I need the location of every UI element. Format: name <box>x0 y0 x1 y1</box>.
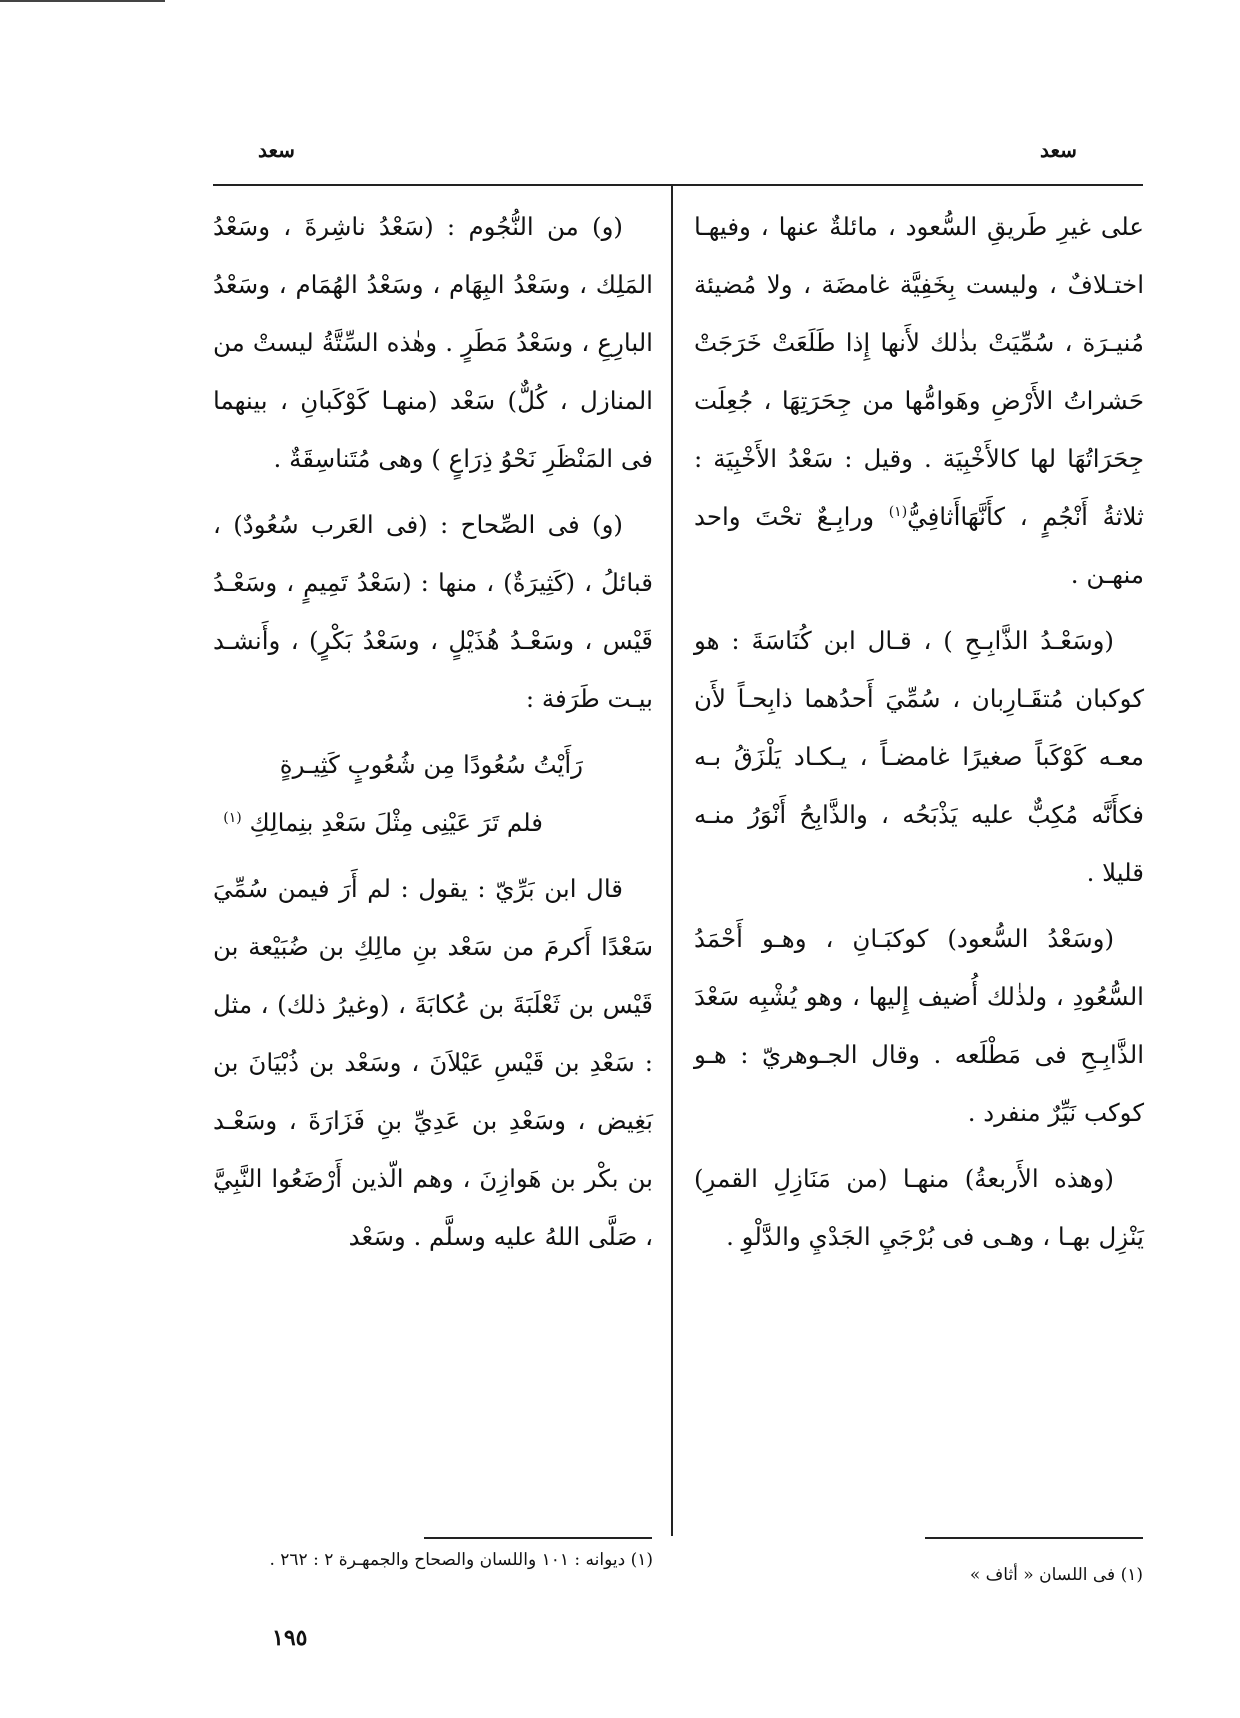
paragraph-right-2: (وسَعْـدُ الذَّابِـحِ ) ، قـال ابن كُنَاسَةَ : هو كوكبان مُتقَـارِبان ، سُمِّيَ أَحدُهما ذابِحـاً لأَن معـه كَوْكَباً صغيرًا غامضـاً ، يـكـاد يَلْزَقُ بـه فكأَنَّه مُكِبٌّ عليه يَذْبَحُه ، والذَّابِحُ أَنْوَرُ منـه قليلا . <box>694 626 1144 887</box>
footnote-left: (١) ديوانه : ١٠١ واللسان والصحاح والجمهـرة ٢ : ٢٦٢ . <box>269 1550 653 1570</box>
poetry-verse <box>213 736 653 852</box>
paragraph-right-1 <box>694 198 1144 604</box>
paragraph-right-3: (وسَعْدُ السُّعود) كوكبَـانِ ، وهـو أَحْمَدُ السُّعُودِ ، ولذٰلك أُضيف إِليها ، وهو يُشْبِه سَعْدَ الذَّابِـحِ فى مَطْلَعه . وقال الجـوهريّ : هـو كوكب نَيِّرٌ منفرد . <box>694 924 1144 1127</box>
footnote-rule-right <box>925 1537 1143 1539</box>
footnote-ref: (١) <box>223 809 242 826</box>
header-rule <box>213 184 1143 186</box>
paragraph-left-2: (و) فى الصِّحاح : (فى العَرب سُعُودٌ) ، قبائلُ ، (كَثِيرَةٌ) ، منها : (سَعْدُ تَمِيمٍ ، وسَعْـدُ قَيْس ، وسَعْـدُ هُذَيْلٍ ، وسَعْدُ بَكْرٍ) ، وأَنشـد بيـت طَرَفة : <box>213 510 653 713</box>
page-number: ١٩٥ <box>272 1625 308 1651</box>
paragraph-left-1: (و) من النُّجُوم : (سَعْدُ ناشِرةَ ، وسَعْدُ المَلِك ، وسَعْدُ البِهَام ، وسَعْدُ الهُمَام ، وسَعْدُ البارِعِ ، وسَعْدُ مَطَرٍ . وهٰذه السِّتَّةُ ليستْ من المنازل ، كُلٌّ) سَعْد (منهـا كَوْكَبانِ ، بينهما فى المَنْظَرِ نَحْوُ ذِرَاعٍ ) وهى مُتَناسِقَةٌ . <box>213 212 653 473</box>
paragraph-right-4: (وهذه الأَربعةُ) منهـا (من مَنَازِلِ القمرِ) يَنْزِل بهـا ، وهـى فى بُرْجَيِ الجَدْيِ والدَّلْوِ . <box>694 1164 1144 1251</box>
paragraph-left-3: قال ابن بَرِّيّ : يقول : لم أَرَ فيمن سُمِّيَ سَعْدًا أَكرمَ من سَعْد بنِ مالِكِ بن ضُبَيْعة بن قَيْس بن ثَعْلَبَةَ بن عُكابَةَ ، (وغيرُ ذلك) ، مثل : سَعْدِ بن قَيْسِ عَيْلاَنَ ، وسَعْد بن ذُبْيَانَ بن بَغِيض ، وسَعْدِ بن عَدِيِّ بنِ فَزَارَةَ ، وسَعْـد بن بكْر بن هَوازِنَ ، وهم الّذين أَرْضَعُوا النَّبِيَّ ، صَلَّى اللهُ عليه وسلَّم . وسَعْد <box>213 874 653 1251</box>
running-header-right: سعد <box>1040 138 1077 162</box>
scan-edge-mark <box>0 0 165 2</box>
text: على غيرِ طَريقِ السُّعود ، مائلةٌ عنها ، وفيهـا اختـلافٌ ، وليست بِخَفِيَّة غامضَة ، ولا مُضيئة مُنيـرَة ، سُمِّيَتْ بذٰلك لأَنها إِذا طَلَعَتْ خَرَجَتْ حَشراتُ الأَرْضِ وهَوامُّها من جِحَرَتِهَا ، جُعِلَت جِحَرَاتُهَا لها كالأَخْبِيَة . وقيل : سَعْدُ الأَخْبِيَة : ثلاثةُ أَنْجُمٍ ، كأَنَّهَاأَثافِيُّ <box>694 212 1144 531</box>
text: فلم تَرَ عَيْنِى مِثْلَ سَعْدِ بنِمالِكِ <box>249 808 543 837</box>
verse-hemistich-2 <box>213 794 583 852</box>
running-header-left: سعد <box>258 138 295 162</box>
footnote-ref: (١) <box>888 503 908 520</box>
footnote-right: (١) فى اللسان « أثاف » <box>969 1565 1143 1585</box>
footnote-rule-left <box>424 1537 652 1539</box>
column-divider <box>671 184 673 1536</box>
left-column <box>213 198 653 1274</box>
right-column <box>694 198 1144 1274</box>
text: ورابِـعٌ تحْتَ واحد منهـن . <box>694 502 1144 589</box>
verse-hemistich-1: رَأَيْتُ سُعُودًا مِن شُعُوبٍ كَثِيـرةٍ <box>279 750 583 779</box>
